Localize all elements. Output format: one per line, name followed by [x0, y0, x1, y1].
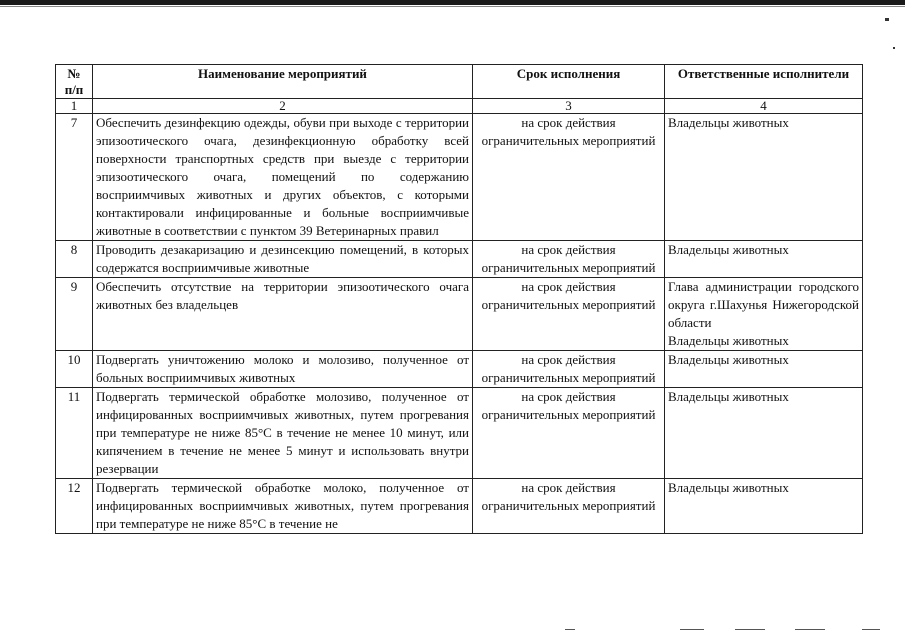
table-row	[56, 479, 863, 534]
scan-speck	[893, 47, 895, 49]
table-row	[56, 241, 863, 278]
table-row	[56, 388, 863, 479]
table-header-row	[56, 65, 863, 99]
header-name: Наименование мероприятий	[93, 65, 473, 99]
row-resp: Владельцы животных	[665, 241, 863, 278]
row-name: Проводить дезакаризацию и дезинсекцию помещений, в которых содержатся восприимчивые животные	[93, 241, 473, 278]
table-row	[56, 351, 863, 388]
row-resp: Владельцы животных	[665, 114, 863, 241]
row-resp: Владельцы животных	[665, 351, 863, 388]
row-resp: Владельцы животных	[665, 479, 863, 534]
header-resp: Ответственные исполнители	[665, 65, 863, 99]
column-number: 3	[473, 99, 665, 114]
row-resp-line: Владельцы животных	[668, 333, 789, 348]
header-num-line1: №	[67, 66, 81, 81]
scan-top-border	[0, 0, 905, 5]
row-num: 12	[56, 479, 93, 534]
table-row	[56, 278, 863, 351]
measures-table	[55, 64, 863, 534]
row-name: Обеспечить дезинфекцию одежды, обуви при выходе с территории эпизоотического очага, дезинфекционную обработку всей поверхности транспортных средств при выезде с территории эпизоотического очага, помещений по содержанию восприимчивых животных и других объектов, с которыми контактировали инфицированные и больные восприимчивые животные в соответствии с пунктом 39 Ветеринарных правил	[93, 114, 473, 241]
header-term: Срок исполнения	[473, 65, 665, 99]
row-name: Подвергать термической обработке молозиво, полученное от инфицированных восприимчивых животных, путем прогревания при температуре не ниже 85°С в течение не менее 10 минут, или кипячением в течение не менее 5 минут и использовать внутри резервации	[93, 388, 473, 479]
scan-bottom-mark	[565, 629, 575, 630]
scan-bottom-mark	[795, 629, 825, 630]
row-num: 10	[56, 351, 93, 388]
row-term: на срок действия ограничительных мероприятий	[473, 388, 665, 479]
row-num: 11	[56, 388, 93, 479]
scan-speck	[885, 18, 889, 21]
row-num: 7	[56, 114, 93, 241]
row-name: Подвергать уничтожению молоко и молозиво, полученное от больных восприимчивых животных	[93, 351, 473, 388]
row-num: 8	[56, 241, 93, 278]
row-resp-line: Глава администрации городского округа г.Шахунья Нижегородской области	[668, 279, 859, 330]
column-numbers-row	[56, 99, 863, 114]
row-resp	[665, 278, 863, 351]
row-term: на срок действия ограничительных мероприятий	[473, 278, 665, 351]
scan-bottom-mark	[735, 629, 765, 630]
header-num-line2: п/п	[64, 82, 84, 97]
column-number: 1	[56, 99, 93, 114]
row-term: на срок действия ограничительных мероприятий	[473, 114, 665, 241]
row-num: 9	[56, 278, 93, 351]
row-resp: Владельцы животных	[665, 388, 863, 479]
column-number: 4	[665, 99, 863, 114]
table-row	[56, 114, 863, 241]
scan-bottom-mark	[862, 629, 880, 630]
header-num	[56, 65, 93, 99]
scan-top-border-shadow	[0, 6, 905, 7]
row-term: на срок действия ограничительных мероприятий	[473, 479, 665, 534]
row-name: Подвергать термической обработке молоко, полученное от инфицированных восприимчивых животных, путем прогревания при температуре не ниже 85°С в течение не	[93, 479, 473, 534]
row-term: на срок действия ограничительных мероприятий	[473, 351, 665, 388]
column-number: 2	[93, 99, 473, 114]
scan-bottom-mark	[680, 629, 704, 630]
row-term: на срок действия ограничительных мероприятий	[473, 241, 665, 278]
row-name: Обеспечить отсутствие на территории эпизоотического очага животных без владельцев	[93, 278, 473, 351]
